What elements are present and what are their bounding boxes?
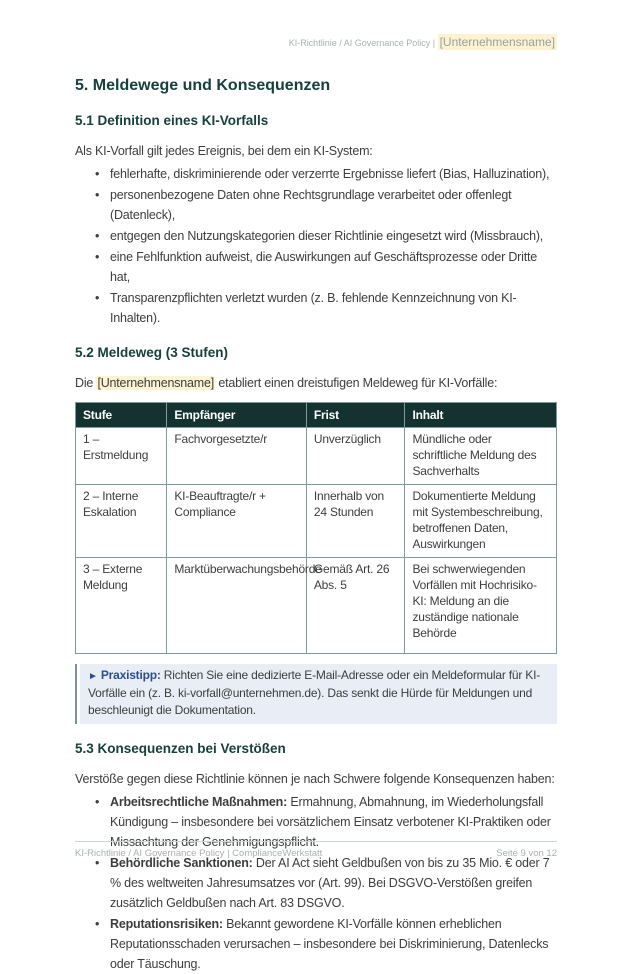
- bullet-text: Ermahnung, Abmahnung, im Wiederholungsfall Kündigung – insbesondere bei vorsätzlichem Einsatz verbotener KI-Praktiken oder Missachtung der Genehmigungspflicht.: [110, 795, 551, 849]
- table-cell: 2 – Interne Eskalation: [76, 485, 167, 558]
- s53-intro-paragraph: Verstöße gegen diese Richtlinie können je nach Schwere folgende Konsequenzen haben:: [75, 772, 555, 786]
- footer-doc-title: KI-Richtlinie / AI Governance Policy | ComplianceWerkstatt: [75, 848, 323, 859]
- column-header-inhalt: Inhalt: [405, 403, 557, 428]
- subsection-5-2-heading: 5.2 Meldeweg (3 Stufen): [75, 345, 229, 360]
- column-header-empfaenger: Empfänger: [167, 403, 306, 428]
- table-cell: Unverzüglich: [306, 428, 405, 485]
- table-cell: 3 – Externe Meldung: [76, 558, 167, 654]
- praxistipp-label: Praxistipp:: [100, 668, 161, 682]
- s53-bullet-list: [75, 792, 557, 974]
- s52-intro-paragraph: [75, 373, 557, 393]
- bullet-lead-bold: Behördliche Sanktionen:: [110, 856, 253, 870]
- bullet-text: Bekannt gewordene KI-Vorfälle können erheblichen Reputationsschaden verursachen – insbesondere bei Diskriminierung, Datenlecks oder Täuschung.: [110, 917, 549, 971]
- list-item: • personenbezogene Daten ohne Rechtsgrundlage verarbeitet oder offenlegt (Datenleck),: [110, 185, 557, 225]
- praxistipp-box: [75, 664, 557, 724]
- list-item: • entgegen den Nutzungskategorien dieser Richtlinie eingesetzt wird (Missbrauch),: [110, 226, 557, 246]
- bullet-lead-bold: Arbeitsrechtliche Maßnahmen:: [110, 795, 288, 809]
- header-doc-title: KI-Richtlinie / AI Governance Policy |: [288, 38, 438, 48]
- column-header-stufe: Stufe: [76, 403, 167, 428]
- table-row: [76, 485, 557, 558]
- praxistipp-content: [80, 664, 557, 724]
- table-cell: KI-Beauftragte/r + Compliance: [167, 485, 306, 558]
- bullet-lead-bold: Reputationsrisiken:: [110, 917, 223, 931]
- table-cell: Dokumentierte Meldung mit Systembeschreibung, betroffenen Daten, Auswirkungen: [405, 485, 557, 558]
- list-item: [110, 853, 557, 913]
- page-title: 5. Meldewege und Konsequenzen: [75, 77, 331, 94]
- table-cell: Marktüberwachungsbehörde: [167, 558, 306, 654]
- table-row: [76, 428, 557, 485]
- subsection-5-3-heading: 5.3 Konsequenzen bei Verstößen: [75, 741, 286, 756]
- table-cell: Gemäß Art. 26 Abs. 5: [306, 558, 405, 654]
- header-company-placeholder-highlight: [Unternehmensname]: [439, 35, 555, 49]
- table-cell: Fachvorgesetzte/r: [167, 428, 306, 485]
- column-header-frist: Frist: [306, 403, 405, 428]
- triangle-bullet-icon: ►: [88, 671, 98, 682]
- page-header: [75, 34, 557, 51]
- bullet-text: Der AI Act sieht Geldbußen von bis zu 35 Mio. € oder 7 % des weltweiten Jahresumsatzes vor (Art. 99). Bei DSGVO-Verstößen greifen zusätzlich Geldbußen nach Art. 83 DSGVO.: [110, 856, 550, 910]
- list-item: • fehlerhafte, diskriminierende oder verzerrte Ergebnisse liefert (Bias, Halluzination),: [110, 164, 557, 184]
- footer-page-number: Seite 9 von 12: [496, 848, 557, 859]
- table-cell: 1 – Erstmeldung: [76, 428, 167, 485]
- s51-intro-paragraph: Als KI-Vorfall gilt jedes Ereignis, bei dem ein KI-System:: [75, 144, 373, 158]
- intro-text: Die: [75, 376, 97, 390]
- table-row: [76, 558, 557, 654]
- table-cell: Bei schwerwiegenden Vorfällen mit Hochrisiko-KI: Meldung an die zuständige nationale Behörde: [405, 558, 557, 654]
- intro-text: etabliert einen dreistufigen Meldeweg für KI-Vorfälle:: [215, 376, 498, 390]
- list-item: • eine Fehlfunktion aufweist, die Auswirkungen auf Geschäftsprozesse oder Dritte hat,: [110, 247, 557, 287]
- table-cell: Innerhalb von 24 Stunden: [306, 485, 405, 558]
- subsection-5-1-heading: 5.1 Definition eines KI-Vorfalls: [75, 113, 269, 128]
- praxistipp-text: Richten Sie eine dedizierte E-Mail-Adresse oder ein Meldeformular für KI-Vorfälle ein (z. B. ki-vorfall@unternehmen.de). Das senkt die Hürde für Meldungen und beschleunigt die Dokumentation.: [88, 668, 541, 717]
- company-placeholder-highlight: [Unternehmensname]: [97, 376, 215, 390]
- page-footer: [75, 841, 557, 860]
- list-item: [110, 914, 557, 974]
- s51-bullet-list: [75, 164, 557, 328]
- meldeweg-table: [75, 402, 557, 654]
- list-item: • Transparenzpflichten verletzt wurden (z. B. fehlende Kennzeichnung von KI-Inhalten).: [110, 288, 557, 328]
- table-cell: Mündliche oder schriftliche Meldung des Sachverhalts: [405, 428, 557, 485]
- table-header-row: [76, 403, 557, 428]
